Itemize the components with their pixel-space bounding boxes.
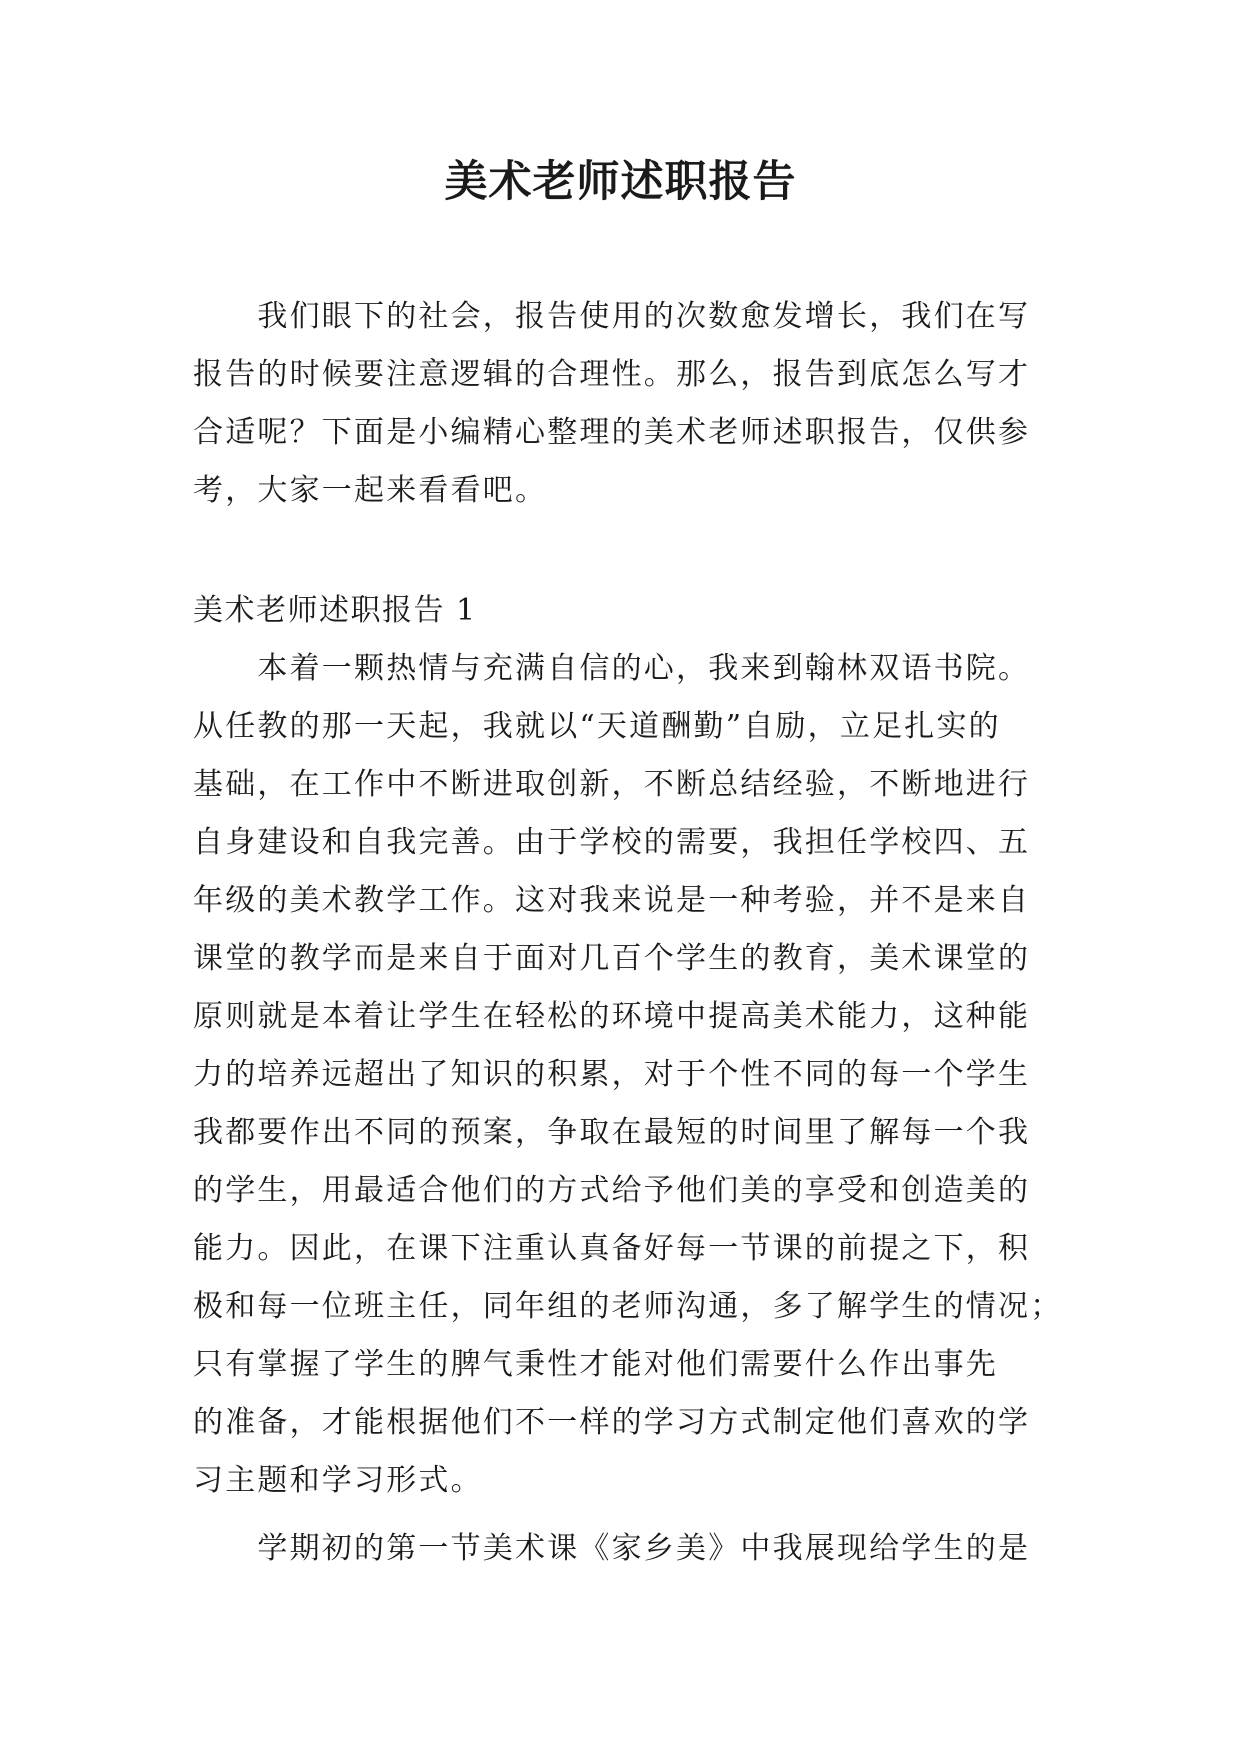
paragraph-line: 学期初的第一节美术课《家乡美》中我展现给学生的是 (193, 1531, 1031, 1566)
intro-line: 报告的时候要注意逻辑的合理性。那么，报告到底怎么写才 (193, 357, 1031, 392)
paragraph-line: 从任教的那一天起，我就以“天道酬勤”自励，立足扎实的 (193, 709, 1001, 744)
paragraph-1 (193, 640, 1073, 1510)
paragraph-line: 极和每一位班主任，同年组的老师沟通，多了解学生的情况； (193, 1289, 1063, 1324)
paragraph-line: 原则就是本着让学生在轻松的环境中提高美术能力，这种能 (193, 999, 1031, 1034)
paragraph-line: 年级的美术教学工作。这对我来说是一种考验，并不是来自 (193, 883, 1031, 918)
paragraph-line: 习主题和学习形式。 (193, 1463, 483, 1498)
paragraph-line: 只有掌握了学生的脾气秉性才能对他们需要什么作出事先 (193, 1347, 998, 1382)
paragraph-line: 本着一颗热情与充满自信的心，我来到翰林双语书院。 (193, 651, 1031, 686)
paragraph-line: 力的培养远超出了知识的积累，对于个性不同的每一个学生 (193, 1057, 1031, 1092)
paragraph-line: 的学生，用最适合他们的方式给予他们美的享受和创造美的 (193, 1173, 1031, 1208)
intro-line: 我们眼下的社会，报告使用的次数愈发增长，我们在写 (193, 299, 1031, 334)
intro-line: 考，大家一起来看看吧。 (193, 473, 548, 508)
document-title: 美术老师述职报告 (444, 157, 797, 207)
paragraph-line: 自身建设和自我完善。由于学校的需要，我担任学校四、五 (193, 825, 1031, 860)
paragraph-line: 课堂的教学而是来自于面对几百个学生的教育，美术课堂的 (193, 941, 1031, 976)
section-heading: 美术老师述职报告 1 (193, 593, 477, 628)
paragraph-2 (193, 1520, 1073, 1578)
intro-paragraph (193, 288, 1073, 520)
paragraph-line: 我都要作出不同的预案，争取在最短的时间里了解每一个我 (193, 1115, 1031, 1150)
paragraph-line: 的准备，才能根据他们不一样的学习方式制定他们喜欢的学 (193, 1405, 1031, 1440)
paragraph-line: 能力。因此，在课下注重认真备好每一节课的前提之下，积 (193, 1231, 1031, 1266)
intro-line: 合适呢？下面是小编精心整理的美术老师述职报告，仅供参 (193, 415, 1031, 450)
paragraph-line: 基础，在工作中不断进取创新，不断总结经验，不断地进行 (193, 767, 1031, 802)
